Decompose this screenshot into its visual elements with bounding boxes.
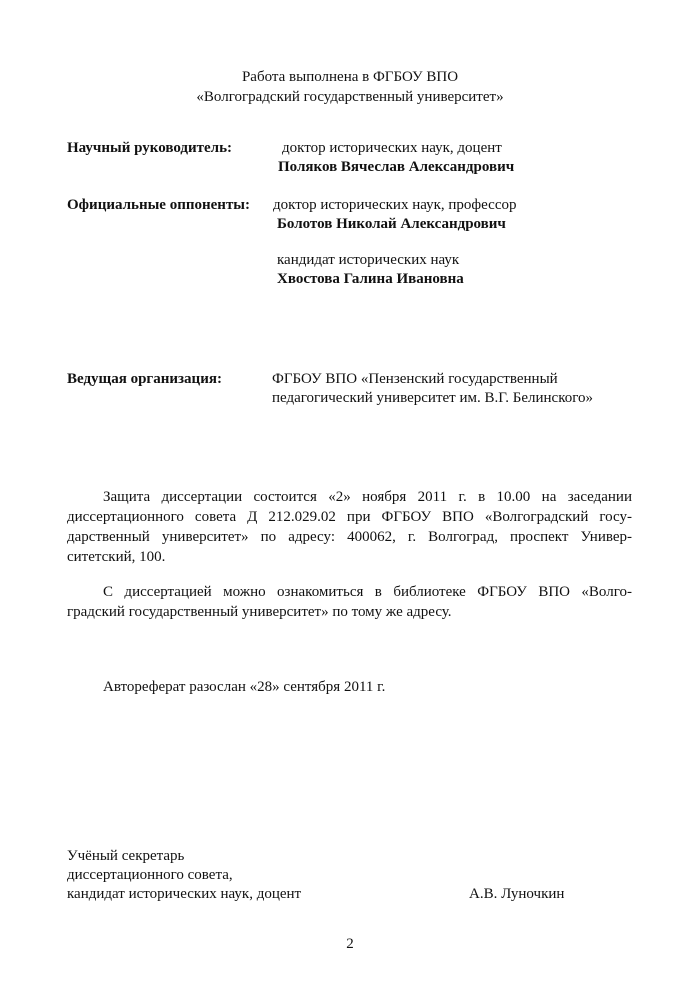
header-line-1: Работа выполнена в ФГБОУ ВПО (241, 69, 459, 85)
secretary-line-2: диссертационного совета, (67, 867, 233, 883)
library-line-1: С диссертацией можно ознакомиться в библиотеке ФГБОУ ВПО «Волго- (103, 584, 632, 600)
leading-org-label: Ведущая организация: (67, 371, 222, 387)
supervisor-title: доктор исторических наук, доцент (282, 140, 502, 156)
defense-line-2: диссертационного совета Д 212.029.02 при ФГБОУ ВПО «Волгоградский госу- (67, 509, 632, 525)
leading-org-line-2: педагогический университет им. В.Г. Белинского» (272, 390, 593, 406)
library-paragraph (67, 582, 632, 622)
opponent-2-title: кандидат исторических наук (277, 252, 460, 268)
opponent-1-name: Болотов Николай Александрович (277, 216, 506, 232)
opponent-2-name: Хвостова Галина Ивановна (277, 271, 464, 287)
defense-paragraph (67, 487, 632, 567)
opponent-1-title: доктор исторических наук, профессор (273, 197, 517, 213)
secretary-line-3: кандидат исторических наук, доцент (67, 886, 302, 902)
opponents-label: Официальные оппоненты: (67, 197, 251, 213)
page-number: 2 (346, 936, 354, 952)
secretary-name: А.В. Луночкин (469, 886, 565, 902)
defense-line-3: дарственный университет» по адресу: 400062, г. Волгоград, проспект Универ- (67, 529, 632, 545)
abstract-sent-date: Автореферат разослан «28» сентября 2011 г. (103, 679, 386, 695)
supervisor-name: Поляков Вячеслав Александрович (278, 159, 515, 175)
secretary-line-1: Учёный секретарь (67, 848, 185, 864)
leading-org-line-1: ФГБОУ ВПО «Пензенский государственный (272, 371, 558, 387)
defense-line-4: ситетский, 100. (67, 549, 166, 565)
library-line-2: градский государственный университет» по тому же адресу. (67, 604, 452, 620)
header-line-2: «Волгоградский государственный университет» (196, 89, 504, 105)
supervisor-label: Научный руководитель: (67, 140, 232, 156)
defense-line-1: Защита диссертации состоится «2» ноября 2011 г. в 10.00 на заседании (103, 489, 632, 505)
